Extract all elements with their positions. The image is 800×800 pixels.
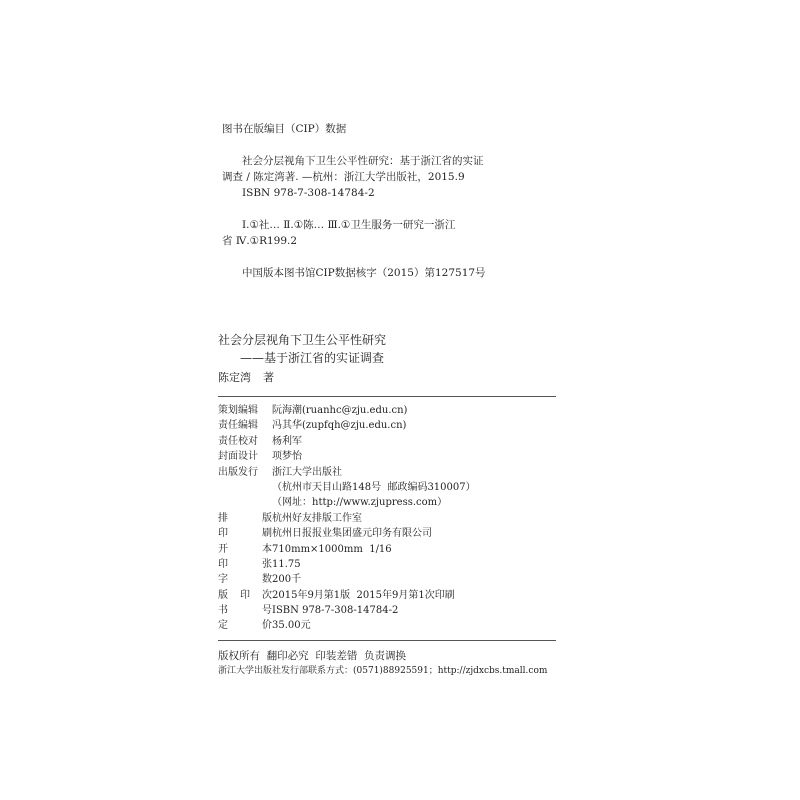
credit-value: ISBN 978-7-308-14784-2 [272,605,399,617]
credit-value: 2015年9月第1版 2015年9月第1次印刷 [272,589,455,601]
credit-row [218,465,558,480]
credit-row [218,495,558,510]
credit-value: 35.00元 [272,620,311,632]
book-title: 社会分层视角下卫生公平性研究 [218,333,387,347]
credit-row [218,557,558,572]
credit-row [218,418,558,433]
book-author-line [218,370,558,386]
credit-label-part: 出版发行 [218,466,258,478]
credit-label [218,557,272,572]
credit-value: 冯其华(zupfqh@zju.edu.cn) [272,420,407,432]
credit-label [218,572,272,587]
credit-value: 11.75 [272,558,301,570]
credit-value: 200千 [272,574,302,586]
credit-label-part: 排 [218,512,228,524]
cip-classification-line-1: Ⅰ.①社… Ⅱ.①陈… Ⅲ.①卫生服务一研究一浙江 [242,219,456,231]
credit-row [218,449,558,464]
book-subtitle: ——基于浙江省的实证调查 [240,351,385,365]
credit-label-part: 刷 [262,528,272,540]
cip-isbn: ISBN 978-7-308-14784-2 [242,187,375,199]
credit-label [218,449,272,464]
cip-heading: 图书在版编目（CIP）数据 [222,123,347,135]
credit-row [218,618,558,633]
credit-value: 阮海潮(ruanhc@zju.edu.cn) [272,405,408,416]
credit-label-part: 责任编辑 [218,420,258,432]
book-author: 陈定湾 [218,371,251,384]
credit-label-part: 版 [262,512,272,524]
credit-label-part: 定 [218,620,228,632]
credit-value: （网址：http://www.zjupress.com） [272,497,448,509]
credit-row [218,572,558,587]
credit-value: 杭州日报报业集团盛元印务有限公司 [272,528,432,540]
credit-value: 项梦怡 [272,451,302,463]
credit-label [218,418,272,433]
credit-label-part: 开 [218,543,228,555]
credit-label-part: 书 [218,605,228,617]
credit-label-part: 封面设计 [218,451,258,463]
divider-top [218,396,556,397]
copyright-block [218,648,578,678]
book-author-role: 著 [263,371,274,384]
credit-row [218,603,558,618]
credit-label-part: 印 [218,528,228,540]
credit-label [218,526,272,541]
credit-value: （杭州市天目山路148号 邮政编码310007） [272,481,476,493]
credit-label [218,495,272,510]
credit-label-part: 本 [262,543,272,555]
credit-label [218,403,272,418]
credit-label-part: 价 [262,620,272,632]
credit-row [218,511,558,526]
credit-label-part: 号 [262,605,272,617]
credit-label [218,588,272,603]
cip-title-line-2: 调查 / 陈定湾著. —杭州：浙江大学出版社，2015.9 [222,171,465,183]
divider-bottom [218,640,556,641]
credit-label [218,511,272,526]
credit-value: 浙江大学出版社 [272,466,342,478]
credit-label-part: 责任校对 [218,435,258,447]
credit-row [218,542,558,557]
credit-row [218,588,558,603]
credit-value: 杨利军 [272,435,302,447]
credit-label [218,465,272,480]
publisher-contact: 浙江大学出版社发行部联系方式：(0571)88925591；http://zjdxcbs.tmall.com [218,666,548,676]
credit-label-part: 印 [218,558,228,570]
credit-label-part: 策划编辑 [218,405,258,416]
credit-label-part: 版 [218,589,228,601]
credit-label-part: 数 [262,574,272,586]
credit-row [218,403,558,418]
credit-label-part: 字 [218,574,228,586]
credit-label [218,542,272,557]
credit-label-part: 印 [240,589,250,601]
credit-row [218,480,558,495]
cip-title-line-1: 社会分层视角下卫生公平性研究：基于浙江省的实证 [242,155,484,167]
credit-label [218,480,272,495]
copyright-notice: 版权所有 翻印必究 印装差错 负责调换 [218,650,407,662]
credit-value: 杭州好友排版工作室 [272,512,362,524]
credit-row [218,434,558,449]
cip-classification-line-2: 省 Ⅳ.①R199.2 [222,235,298,247]
credit-row [218,526,558,541]
credit-label [218,434,272,449]
credit-label [218,603,272,618]
credit-label-part: 张 [262,558,272,570]
credit-value: 710mm×1000mm 1/16 [272,543,392,555]
credit-label-part: 次 [262,589,272,601]
cip-block [222,121,562,281]
book-title-block [218,331,558,386]
credits-list [218,403,558,634]
cip-verify-number: 中国版本图书馆CIP数据核字（2015）第127517号 [242,267,486,279]
credit-label [218,618,272,633]
